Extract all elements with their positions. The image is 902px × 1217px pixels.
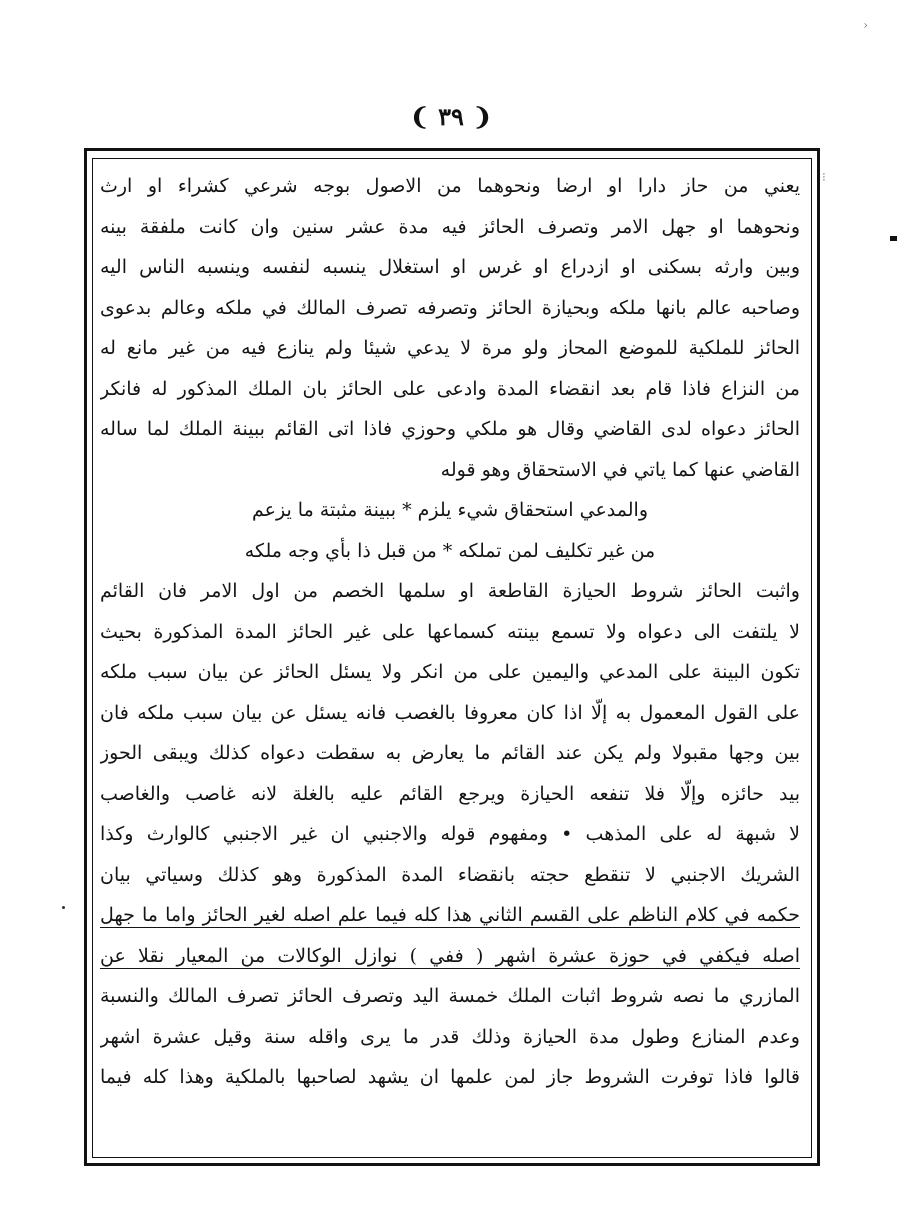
verse-line: والمدعي استحقاق شيء يلزم * ببينة مثبتة ما يزعم [251,499,648,521]
text-line: الشريك الاجنبي لا تنقطع حجته بانقضاء المدة المذكورة وهو كذلك وسياتي بيان [100,863,800,886]
text-line: من النزاع فاذا قام بعد انقضاء المدة وادعى على الحائز بان الملك المذكور له فانكر [100,377,800,400]
text-line: ونحوهما او جهل الامر وتصرف الحائز فيه مدة عشر سنين وان كانت ملفقة بينه [100,215,800,238]
text-line: القاضي عنها كما ياتي في الاستحقاق وهو قوله [440,458,800,481]
text-line: وبين وارثه بسكنى او ازدراع او غرس او استغلال ينسبه لنفسه وينسبه الناس اليه [100,256,800,278]
margin-dash [890,236,897,241]
verse-line: من غير تكليف لمن تملكه * من قبل ذا بأي وجه ملكه [244,539,656,562]
page-number: ❨ ٣٩ ❩ [409,102,493,131]
text-line: قالوا فاذا توفرت الشروط جاز لمن علمها ان يشهد لصاحبها بالملكية وهذا كله فيما [100,1066,800,1088]
text-line: لا شبهة له على المذهب • ومفهوم قوله والاجنبي ان غير الاجنبي كالوارث وكذا [100,823,800,845]
text-line: تكون البينة على المدعي واليمين على من انكر ولا يسئل الحائز عن بيان سبب ملكه [100,661,800,683]
text-line: على القول المعمول به إلّا اذا كان معروفا بالغصب فانه يسئل عن بيان سبب ملكه فان [100,701,800,724]
margin-mark: ⁝ [822,170,826,184]
text-line: وصاحبه عالم بانها ملكه وبحيازة الحائز وتصرفه تصرف المالك في ملكه وعالم بدعوى [100,296,800,319]
text-line: يعني من حاز دارا او ارضا ونحوهما من الاصول بوجه شرعي كشراء او ارث [100,175,800,197]
text-line: المازري ما نصه شروط اثبات الملك خمسة اليد وتصرف الحائز تصرف المالك والنسبة [100,985,800,1007]
text-line: حكمه في كلام الناظم على القسم الثاني هذا كله فيما علم اصله لغير الحائز واما ما جهل [100,904,800,926]
margin-dot [62,906,65,909]
text-line: الحائز دعواه لدى القاضي وقال هو ملكي وحوزي فاذا اتى القائم ببينة الملك لما ساله [100,418,800,440]
text-line: بيد حائزه وإلّا فلا تنفعه الحيازة ويرجع القائم عليه بالغلة لانه غاصب والغاصب [100,782,800,805]
text-line: واثبت الحائز شروط الحيازة القاطعة او سلمها الخصم من اول الامر فان القائم [100,580,800,602]
text-line: الحائز للملكية للموضع المحاز ولو مرة لا يدعي شيئا ولم ينازع فيه من غير مانع له [100,337,800,359]
text-line: لا يلتفت الى دعواه ولا تسمع بينته كسماعها على غير الحائز المدة المذكورة بحيث [100,620,800,643]
text-line: وعدم المنازع وطول مدة الحيازة وذلك قدر ما يرى واقله سنة وقيل عشرة اشهر [100,1025,800,1048]
body-text [100,166,800,1098]
text-line: بين وجها مقبولا ولم يكن عند القائم ما يعارض به سقطت دعواه كذلك ويبقى الحوز [100,742,800,764]
text-line: اصله فيكفي في حوزة عشرة اشهر ( ففي ) نوازل الوكالات من المعيار نقلا عن [100,944,800,967]
scan-mark: › [863,18,868,32]
